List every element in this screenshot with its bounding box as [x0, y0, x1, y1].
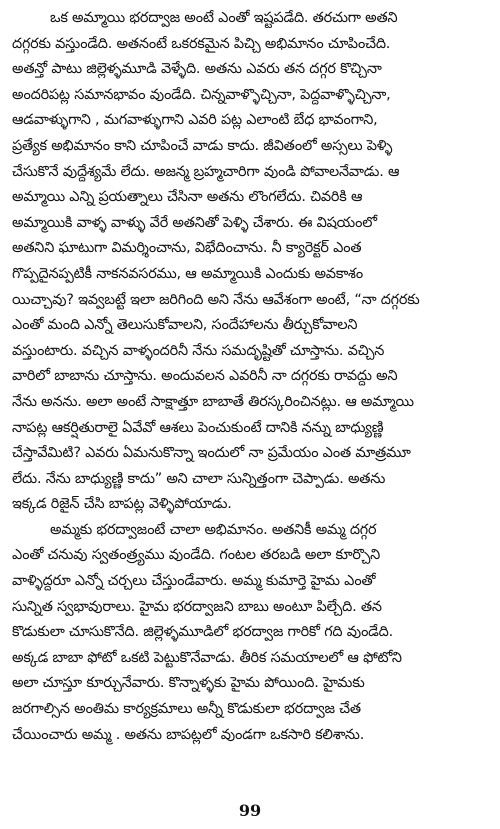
text-line: నేను అనను. అలా అంటే సాక్షాత్తూ బాబాతే తిరస్కరించినట్లు. ఆ అమ్మాయి — [12, 393, 414, 410]
text-line: యిచ్చావు? ఇవ్వబట్టే ఇలా జరిగింది అని నేను ఆవేశంగా అంటే, “నా దగ్గరకు — [12, 291, 420, 308]
text-line: ప్రత్యేక అభిమానం కాని చూపించే వాడు కాదు. జీవితంలో అస్సలు పెళ్ళి — [12, 137, 393, 154]
text-line: అతన్తో పాటు జిల్లెళ్ళమూడి వెళ్ళేది. అతను ఎవరు తన దగ్గర కొచ్చినా — [12, 61, 382, 78]
text-line: అలా చూస్తూ కూర్చునేవారు. కొన్నాళ్ళకు హైమ పోయింది. హైమకు — [12, 675, 365, 692]
text-line: సున్నిత స్వభావురాలు. హైమ భరద్వాజని బాబు అంటూ పిల్చేది. తన — [12, 598, 382, 615]
text-line: చేస్తావేమిటి? ఎవరు ఏమనుకొన్నా ఇందులో నా ప్రమేయం ఎంత మాత్రమూ — [12, 445, 411, 462]
page-number: 99 — [238, 801, 262, 820]
text-line: గొప్పదైనప్పటికీ నాకనవసరము, ఆ అమ్మాయికి ఎందుకు అవకాశం — [12, 265, 363, 282]
text-line: ఎంతో మంది ఎన్నో తెలుసుకోవాలని, సందేహాలను తీర్చుకోవాలని — [12, 317, 358, 334]
text-line: కొడుకులా చూసుకొనేది. జిల్లెళ్ళమూడిలో భరద్వాజ గారికో గది వుండేది. — [12, 624, 393, 641]
text-line: అమ్మకు భరద్వాజంటే చాలా అభిమానం. అతనికీ అమ్మ దగ్గర — [50, 521, 377, 538]
text-line: చేసుకొనే వుద్దేశ్యమే లేదు. అజన్మ బ్రహ్మచారిగా వుండి పోవాలనేవాడు. ఆ — [12, 163, 400, 180]
body-text — [12, 6, 486, 748]
text-line: ఒక అమ్మాయి భరద్వాజ అంటే ఎంతో ఇష్టపడేది. తరచుగా అతని — [50, 10, 398, 26]
text-line: ఎంతో చనువు స్వతంత్ర్యము వుండేది. గంటల తరబడి అలా కూర్చొని — [12, 547, 380, 564]
text-line: ఇక్కడ రిజైన్ చేసి బాపట్ల వెళ్ళిపోయాడు. — [12, 496, 232, 513]
text-line: అందరిపట్ల సమానభావం వుండేది. చిన్నవాళ్ళొచ్చినా, పెద్దవాళ్ళొచ్చినా, — [12, 86, 391, 103]
paragraph-1 — [12, 6, 486, 518]
text-line: అమ్మాయి ఎన్ని ప్రయత్నాలు చేసినా అతను లొంగలేదు. చివరికి ఆ — [12, 189, 363, 206]
text-line: చేయించారు అమ్మ . అతను బాపట్లలో వుండగా ఒకసారి కలిశాను. — [12, 726, 365, 743]
paragraph-2 — [12, 518, 486, 748]
text-line: నాపట్ల ఆకర్షితురాలై ఏవేవో ఆశలు పెంచుకుంటే దానికి నన్ను బాధ్యుణ్ణి — [12, 419, 384, 436]
text-line: ఆడవాళ్ళుగాని , మగవాళ్ళుగాని ఎవరి పట్ల ఎలాంటి బేధ భావంగాని, — [12, 112, 378, 129]
text-line: అక్కడ బాబా ఫోటో ఒకటి పెట్టుకొనేవాడు. తీరిక సమయాలలో ఆ ఫోటోని — [12, 649, 402, 666]
text-line: వారిలో బాబాను చూస్తాను. అందువలన ఎవరినీ నా దగ్గరకు రావద్దు అని — [12, 368, 398, 385]
text-line: వస్తుంటారు. వచ్చిన వాళ్ళందరినీ నేను సమదృష్టితో చూస్తాను. వచ్చిన — [12, 342, 385, 359]
text-line: దగ్గరకు వస్తుండేది. అతనంటే ఒకరకమైన పిచ్చి అభిమానం చూపించేది. — [12, 35, 391, 52]
text-line: అమ్మాయికి వాళ్ళ వాళ్ళు వేరే అతనితో పెళ్ళి చేశారు. ఈ విషయంలో — [12, 214, 377, 231]
text-line: అతనిని ఘాటుగా విమర్శించాను, విభేదించాను. నీ క్యారెక్టర్ ఎంత — [12, 240, 362, 257]
text-line: వాళ్ళిద్దరూ ఎన్నో చర్చలు చేస్తుండేవారు. అమ్మ కుమార్తె హైమ ఎంతో — [12, 573, 376, 590]
text-line: జరగాల్సిన అంతిమ కార్యక్రమాలు అన్నీ కొడుకులా భరద్వాజ చేత — [12, 701, 361, 718]
text-line: లేదు. నేను బాధ్యుణ్ణి కాదు” అని చాలా సున్నిత్తంగా చెప్పాడు. అతను — [12, 470, 386, 487]
